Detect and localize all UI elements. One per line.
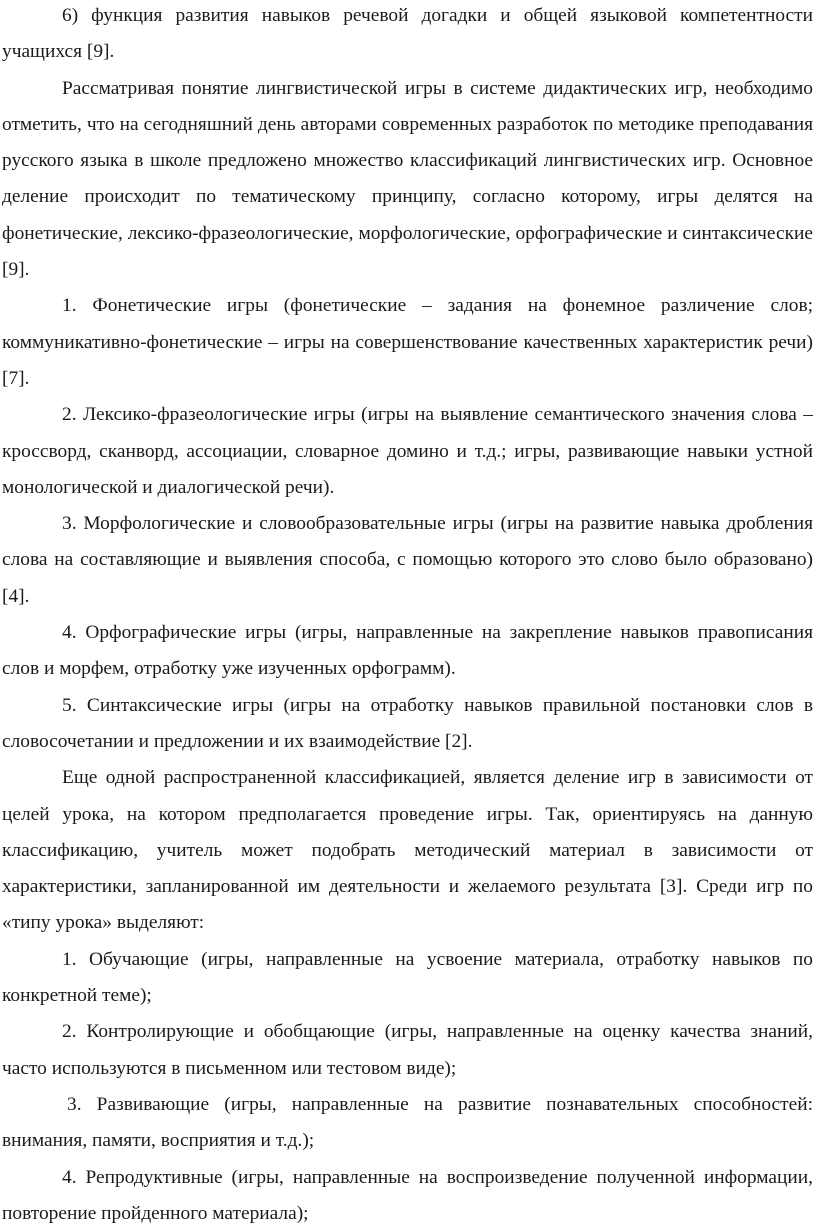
paragraph-developing-games: 3. Развивающие (игры, направленные на развитие познавательных способностей: внимания, памяти, восприятия и т.д.);	[2, 1087, 813, 1160]
paragraph-control-games: 2. Контролирующие и обобщающие (игры, направленные на оценку качества знаний, часто используются в письменном или тестовом виде);	[2, 1014, 813, 1087]
paragraph-reproductive-games: 4. Репродуктивные (игры, направленные на воспроизведение полученной информации, повторение пройденного материала);	[2, 1160, 813, 1232]
paragraph-morphological-games: 3. Морфологические и словообразовательные игры (игры на развитие навыка дробления слова на составляющие и выявления способа, с помощью которого это слово было образовано) [4].	[2, 506, 813, 615]
paragraph-syntactic-games: 5. Синтаксические игры (игры на отработку навыков правильной постановки слов в словосочетании и предложении и их взаимодействие [2].	[2, 688, 813, 761]
paragraph-teaching-games: 1. Обучающие (игры, направленные на усвоение материала, отработку навыков по конкретной теме);	[2, 942, 813, 1015]
paragraph-lesson-type-classification: Еще одной распространенной классификацией, является деление игр в зависимости от целей урока, на котором предполагается проведение игры. Так, ориентируясь на данную классификацию, учитель может подобрать методический материал в зависимости от характеристики, запланированной им деятельности и желаемого результата [3]. Среди игр по «типу урока» выделяют:	[2, 760, 813, 941]
paragraph-orthographic-games: 4. Орфографические игры (игры, направленные на закрепление навыков правописания слов и морфем, отработку уже изученных орфограмм).	[2, 615, 813, 688]
paragraph-function-6: 6) функция развития навыков речевой догадки и общей языковой компетентности учащихся [9].	[2, 0, 813, 71]
paragraph-lexical-games: 2. Лексико-фразеологические игры (игры на выявление семантического значения слова – кроссворд, сканворд, ассоциации, словарное домино и т.д.; игры, развивающие навыки устной монологической и диалогической речи).	[2, 397, 813, 506]
paragraph-phonetic-games: 1. Фонетические игры (фонетические – задания на фонемное различение слов; коммуникативно-фонетические – игры на совершенствование качественных характеристик речи) [7].	[2, 288, 813, 397]
paragraph-linguistic-games-intro: Рассматривая понятие лингвистической игры в системе дидактических игр, необходимо отметить, что на сегодняшний день авторами современных разработок по методике преподавания русского языка в школе предложено множество классификаций лингвистических игр. Основное деление происходит по тематическому принципу, согласно которому, игры делятся на фонетические, лексико-фразеологические, морфологические, орфографические и синтаксические [9].	[2, 71, 813, 289]
